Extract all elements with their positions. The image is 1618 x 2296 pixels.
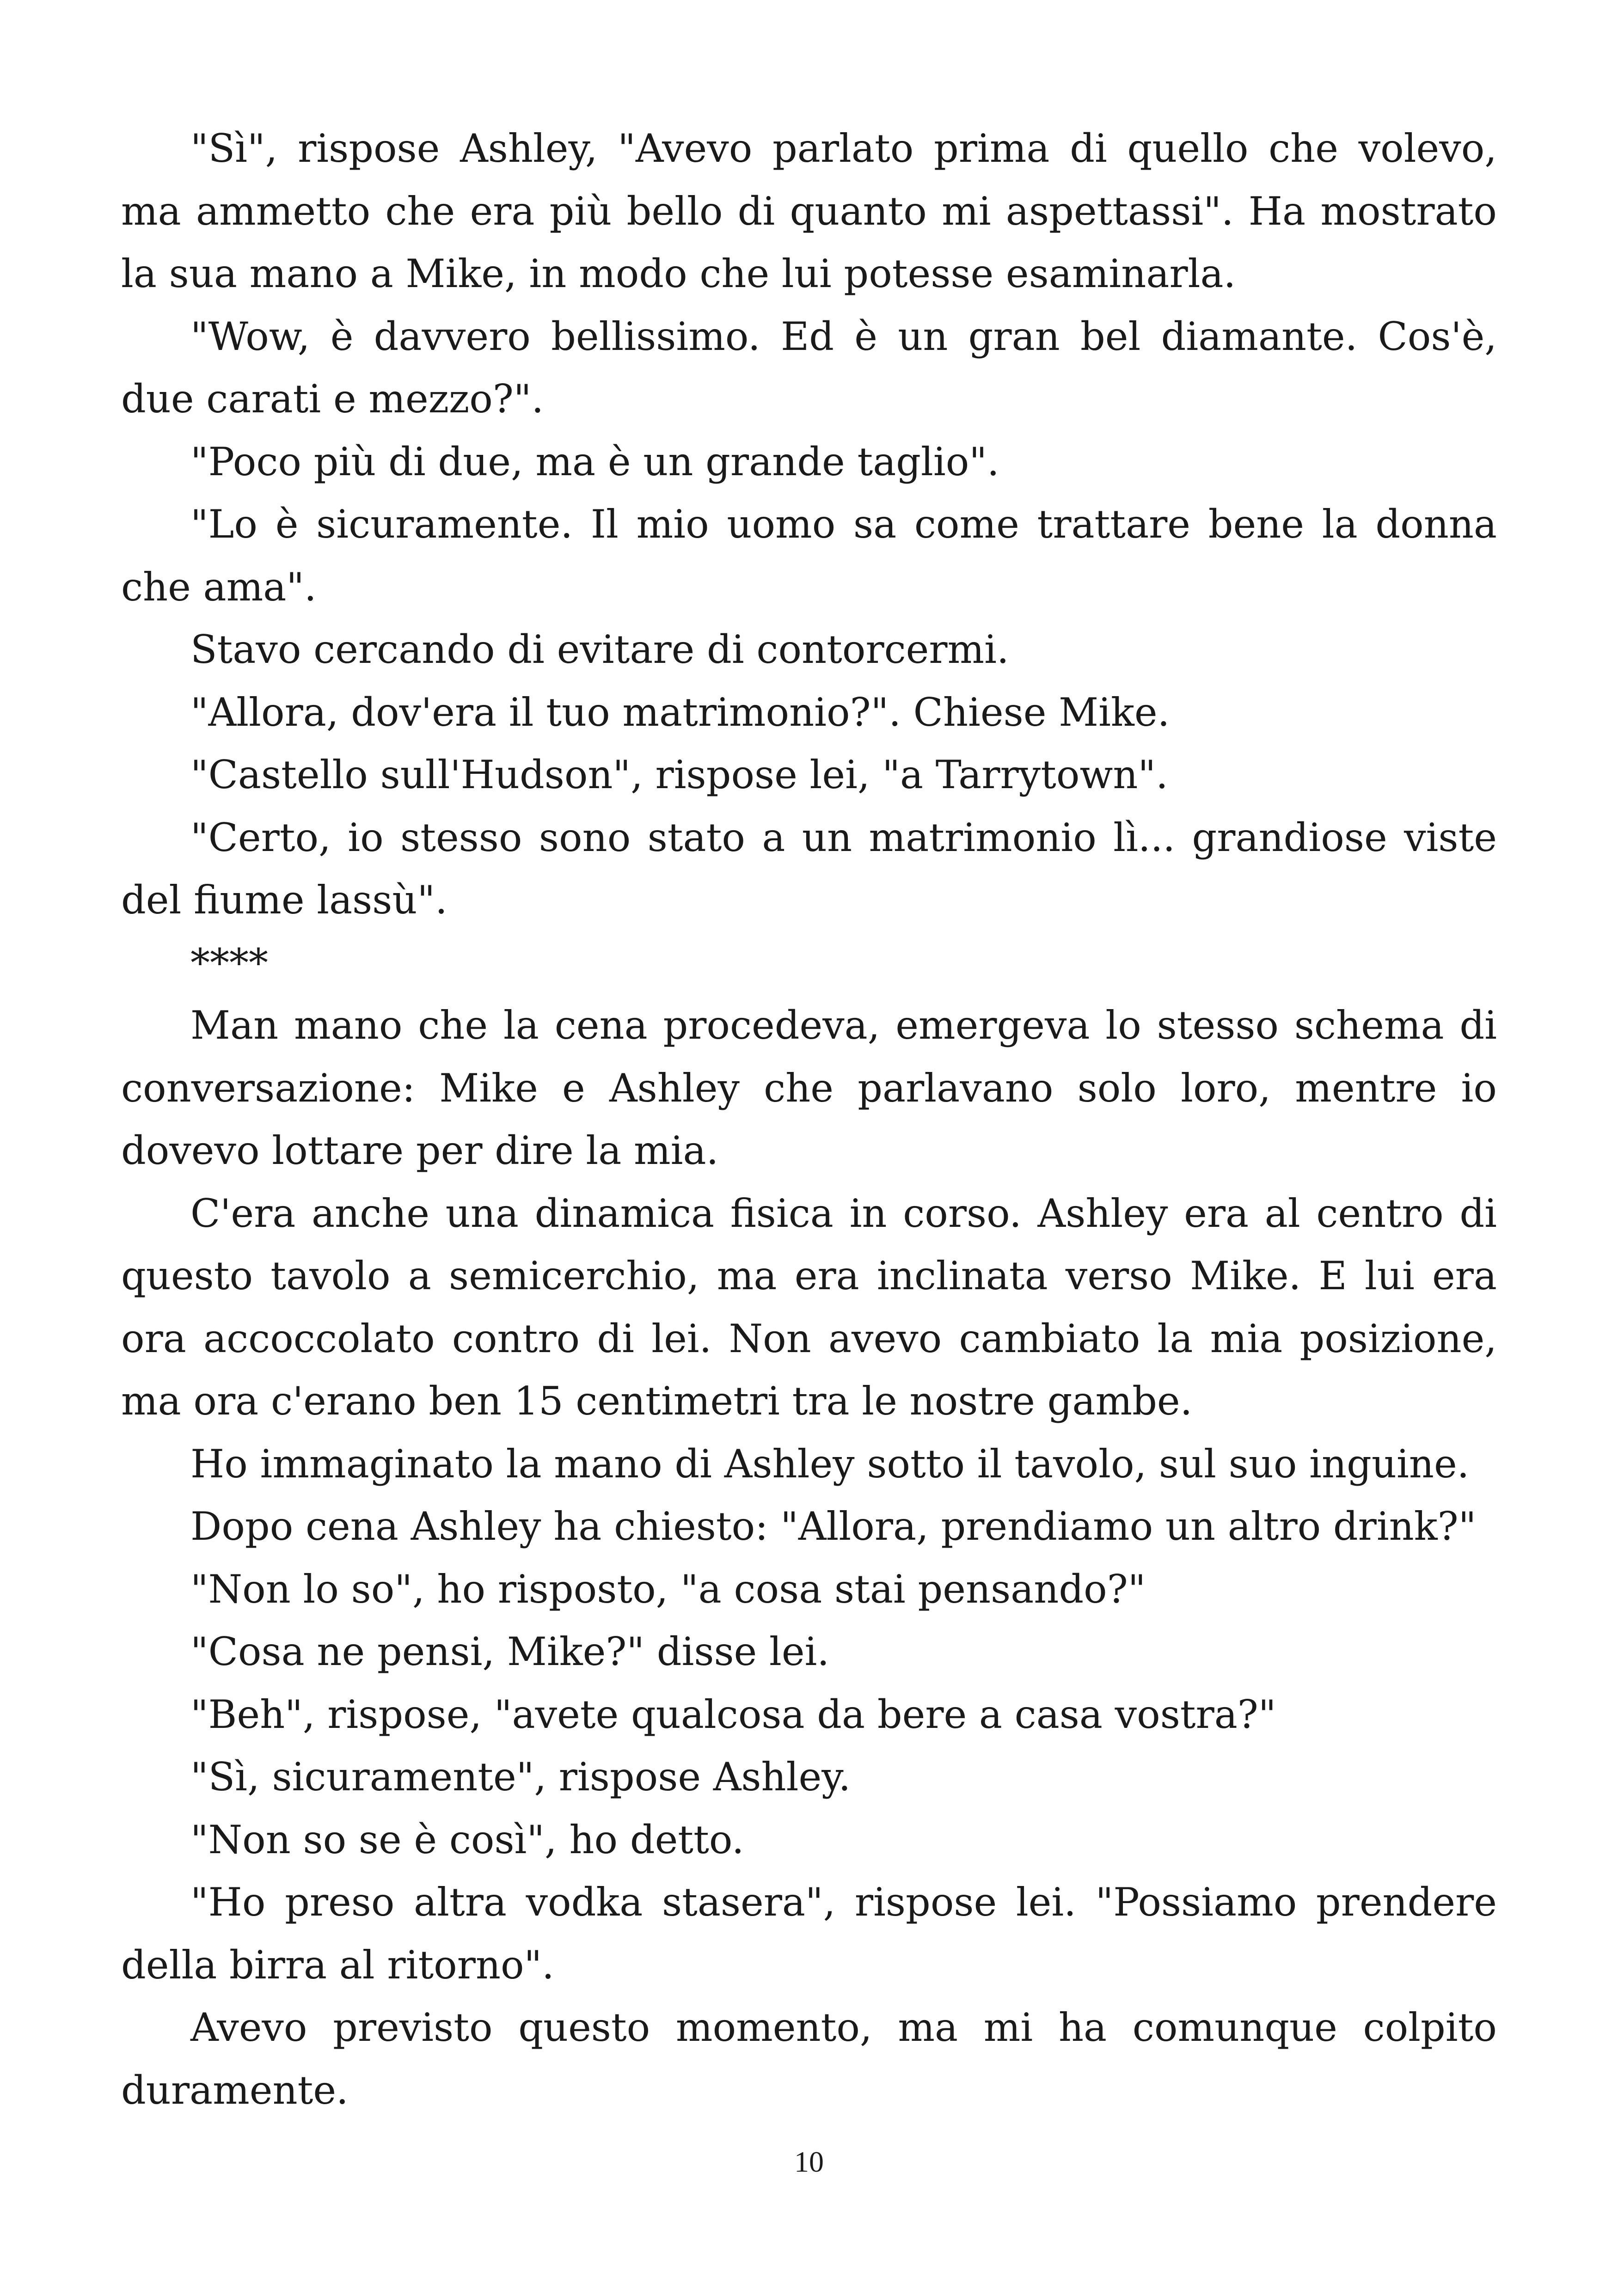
paragraph: Man mano che la cena procedeva, emergeva lo stesso schema di conversazione: Mike e Ashley che parlavano solo loro, mentre io dovevo lottare per dire la mia. (121, 1003, 1497, 1173)
paragraph: "Poco più di due, ma è un grande taglio". (190, 439, 999, 484)
paragraph: "Non so se è così", ho detto. (190, 1817, 744, 1862)
body-text (121, 117, 1497, 2122)
paragraph: "Lo è sicuramente. Il mio uomo sa come trattare bene la donna che ama". (121, 502, 1497, 610)
paragraph: Ho immaginato la mano di Ashley sotto il tavolo, sul suo inguine. (190, 1441, 1470, 1487)
paragraph: Avevo previsto questo momento, ma mi ha comunque colpito duramente. (121, 2005, 1497, 2113)
paragraph: Stavo cercando di evitare di contorcermi. (190, 627, 1009, 672)
paragraph: "Non lo so", ho risposto, "a cosa stai pensando?" (190, 1566, 1146, 1612)
paragraph: "Castello sull'Hudson", rispose lei, "a Tarrytown". (190, 752, 1168, 797)
paragraph: C'era anche una dinamica fisica in corso. Ashley era al centro di questo tavolo a semicerchio, ma era inclinata verso Mike. E lui era ora accoccolato contro di lei. Non avevo cambiato la mia posizione, ma ora c'erano ben 15 centimetri tra le nostre gambe. (121, 1190, 1497, 1424)
paragraph: "Sì, sicuramente", rispose Ashley. (190, 1754, 851, 1800)
scene-break: **** (190, 940, 268, 986)
paragraph: "Allora, dov'era il tuo matrimonio?". Chiese Mike. (190, 689, 1170, 735)
paragraph: "Sì", rispose Ashley, "Avevo parlato prima di quello che volevo, ma ammetto che era più bello di quanto mi aspettassi". Ha mostrato la sua mano a Mike, in modo che lui potesse esaminarla. (121, 126, 1497, 296)
paragraph: "Certo, io stesso sono stato a un matrimonio lì... grandiose viste del fiume lassù". (121, 814, 1497, 923)
page-number: 10 (794, 2145, 824, 2178)
paragraph: "Wow, è davvero bellissimo. Ed è un gran bel diamante. Cos'è, due carati e mezzo?". (121, 313, 1497, 422)
paragraph: "Ho preso altra vodka stasera", rispose lei. "Possiamo prendere della birra al ritorno". (121, 1880, 1497, 1988)
paragraph: "Beh", rispose, "avete qualcosa da bere a casa vostra?" (190, 1691, 1276, 1737)
paragraph: "Cosa ne pensi, Mike?" disse lei. (190, 1629, 830, 1674)
paragraph: Dopo cena Ashley ha chiesto: "Allora, prendiamo un altro drink?" (190, 1504, 1477, 1549)
